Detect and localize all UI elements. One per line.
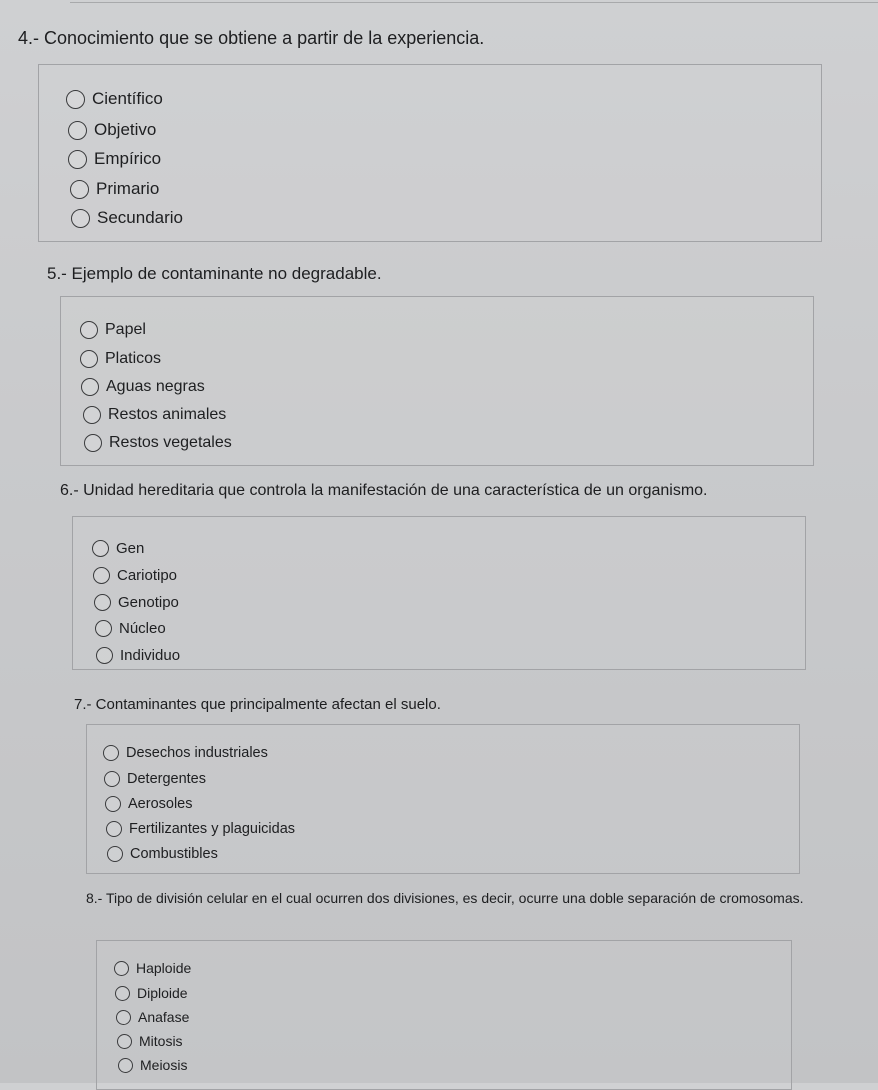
question-title: 5.- Ejemplo de contaminante no degradable. [47, 264, 382, 283]
option-primario[interactable] [70, 179, 159, 199]
option-platicos[interactable] [80, 350, 161, 368]
radio-button[interactable] [84, 434, 102, 452]
radio-button[interactable] [93, 567, 110, 584]
option-haploide[interactable] [114, 960, 191, 976]
option-label: Gen [116, 540, 145, 557]
option-combustibles[interactable] [107, 846, 218, 862]
option-label: Aguas negras [106, 378, 205, 395]
option-label: Aerosoles [128, 796, 193, 812]
option-restos-vegetales[interactable] [84, 434, 232, 452]
option-label: Anafase [138, 1009, 190, 1025]
option-label: Detergentes [127, 771, 206, 787]
option-diploide[interactable] [115, 985, 188, 1001]
radio-button[interactable] [103, 745, 119, 761]
options-group [96, 940, 792, 1090]
option-empirico[interactable] [68, 149, 161, 169]
option-label: Científico [92, 89, 163, 108]
option-objetivo[interactable] [68, 120, 156, 140]
radio-button[interactable] [80, 321, 98, 339]
option-label: Empírico [94, 149, 162, 168]
option-label: Meiosis [140, 1057, 188, 1073]
option-label: Diploide [137, 985, 188, 1001]
option-label: Papel [105, 321, 146, 338]
radio-button[interactable] [115, 986, 130, 1001]
option-label: Combustibles [130, 846, 218, 862]
option-cientifico[interactable] [66, 89, 163, 109]
radio-button[interactable] [80, 350, 98, 368]
radio-button[interactable] [92, 540, 109, 557]
option-detergentes[interactable] [104, 771, 206, 787]
radio-button[interactable] [71, 209, 90, 228]
option-nucleo[interactable] [95, 620, 166, 637]
question-title: 7.- Contaminantes que principalmente afectan el suelo. [74, 696, 441, 713]
question-title: 8.- Tipo de división celular en el cual ocurren dos divisiones, es decir, ocurre una doble separación de cromosomas. [86, 890, 804, 906]
radio-button[interactable] [116, 1010, 131, 1025]
option-label: Mitosis [139, 1033, 183, 1049]
radio-button[interactable] [117, 1034, 132, 1049]
option-aguas-negras[interactable] [81, 378, 205, 396]
option-label: Individuo [120, 647, 181, 664]
option-label: Núcleo [119, 620, 166, 637]
options-group [72, 516, 806, 670]
question-title: 6.- Unidad hereditaria que controla la manifestación de una característica de un organismo. [60, 482, 708, 499]
option-label: Primario [96, 179, 160, 198]
option-desechos-industriales[interactable] [103, 745, 268, 761]
radio-button[interactable] [94, 594, 111, 611]
option-label: Restos vegetales [109, 434, 232, 451]
option-label: Desechos industriales [126, 745, 268, 761]
option-restos-animales[interactable] [83, 406, 226, 424]
option-label: Fertilizantes y plaguicidas [129, 821, 296, 837]
radio-button[interactable] [107, 846, 123, 862]
option-gen[interactable] [92, 540, 144, 557]
radio-button[interactable] [81, 378, 99, 396]
option-fertilizantes-plaguicidas[interactable] [106, 821, 295, 837]
option-label: Objetivo [94, 120, 157, 139]
option-aerosoles[interactable] [105, 796, 192, 812]
radio-button[interactable] [114, 961, 129, 976]
radio-button[interactable] [105, 796, 121, 812]
radio-button[interactable] [68, 121, 87, 140]
radio-button[interactable] [95, 620, 112, 637]
option-mitosis[interactable] [117, 1033, 183, 1049]
radio-button[interactable] [66, 90, 85, 109]
top-divider [70, 2, 878, 3]
option-label: Genotipo [118, 594, 179, 611]
radio-button[interactable] [83, 406, 101, 424]
radio-button[interactable] [96, 647, 113, 664]
radio-button[interactable] [118, 1058, 133, 1073]
option-secundario[interactable] [71, 208, 183, 228]
option-papel[interactable] [80, 321, 146, 339]
question-title: 4.- Conocimiento que se obtiene a partir de la experiencia. [18, 28, 485, 48]
option-individuo[interactable] [96, 647, 180, 664]
option-label: Platicos [105, 350, 162, 367]
option-label: Cariotipo [117, 567, 178, 584]
option-cariotipo[interactable] [93, 567, 177, 584]
radio-button[interactable] [106, 821, 122, 837]
radio-button[interactable] [70, 180, 89, 199]
option-anafase[interactable] [116, 1009, 189, 1025]
radio-button[interactable] [104, 771, 120, 787]
option-label: Restos animales [108, 406, 227, 423]
option-meiosis[interactable] [118, 1057, 187, 1073]
option-label: Haploide [136, 960, 192, 976]
option-label: Secundario [97, 208, 184, 227]
option-genotipo[interactable] [94, 594, 179, 611]
radio-button[interactable] [68, 150, 87, 169]
